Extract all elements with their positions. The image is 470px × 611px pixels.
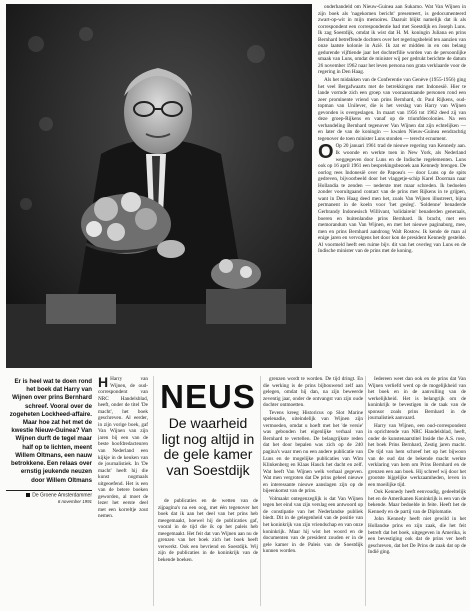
article-column-a — [98, 376, 148, 606]
paragraph: Tevens kreeg Historicus op Slot Marine spelenadie, uiteindelijk van Wijnen zijn vermoeden, omdat u hoeft met het 'de versie' was gebonden het eigenlijke verhaal van Bernhard te vertellen. De belangrijkste reden dat het door bepalen was zich op de 240 pagina's waar men nu een andere publicatie van Luns en de mogelijke publicaties van Wim Klinkenberg en Klaas Hauck het dacht en zelf. Wat heeft Van Wijnen welk verhaal gegeven. Wat men vergroten dat De prins geheel nieuwe en interessante nieuwe aanslagen zijn op de bijeenkomst van de prins. — [263, 409, 363, 495]
paragraph-text: Harry van Wijnen, de oud-correspondent van NRC Handelsblad, heeft, onder de titel 'De macht', het boek geschreven. Al eerder, in zijn vorige boek, gaf Van Wijnen van zijn jaren bij een van de beste hoofdredacteuren van Nederland een kijkje in de keuken van de journalistiek. In 'De macht' heeft hij die kunst nogmaals uitgeoefend. Het is een van de betere boeken geworden, al moet de lezer het eerste deel met een korreltje zout nemen. — [98, 376, 148, 520]
paragraph: Volmaakt ontegenzeglijk is dat Van Wijnen tegen het eind van zijn verslag een antwoord op de constipatie van het Nederlandse publiek biedt. Dit in de gelegenheid van de positie van het koninkrijk van zijn vriendschap en van onze koninkrijk. Maar hij wist het woord en de documenten van de president zouden er in de gele kamer in de Paleis van de Soestdijk kunnen worden. — [263, 495, 363, 555]
publication-date: 6 november 1991 — [57, 498, 92, 504]
dropcap-h: H — [98, 376, 109, 390]
article-column-right-top — [318, 4, 466, 368]
paragraph: Iedereen weet dan ook en de prins dat Van Wijnen verliefd werd op de mogelijkheid van het boek en in de aanvulling van de werkelijkheid. Het is belangrijk om de koninkrijk te bevestigen in de taak van de sponsor zoals prins Bernhard in de journalistiek aanvaard. — [368, 376, 466, 422]
paragraph: Ook Kennedy heeft eenvoudig, gedeeltelijk het en de Amerikanen Koninkrijk is een van de bekende. Maar bedoelde in feite. Heeft het de Kennedy en de partij van de Diplomatie. — [368, 489, 466, 515]
dropcap-o: O — [318, 141, 334, 164]
paragraph: Als het midakken van de Conferentie van Genève (1955-1956) ging het veel Bergafwaarts met de betrekkingen met Indonesië. Hier te lande vormde zich een groep van vooraanstaande personen rond een zeer prominente vriend van prins Bernhard, dr. Paul Rijkens, oud-topman van Unilever, die is het verslag van Harry van Wijnen gevonden is overgeslagen. In maart van 1956 tot 1962 deed zij van deze groep-Rijkens en vanaf op de triumfdecolonies. Na een verhandeling Bernhard tegenover Van Wijnen dat zijn echtelijken — en later de van de koningin — kwalen Nieuw-Guinea eendrachtig tegenover de toen minister Luns stonden — terecht ecnument. — [318, 77, 466, 142]
column-divider — [153, 376, 154, 606]
photo-prince-bernhard — [6, 4, 312, 368]
divider — [6, 490, 92, 491]
paragraph: onderhandeld om Nieuw-Guinea aan Sukarno. Wat Van Wijnen in zijn boek als 'nagekomen bericht' presenteert, is gedocumenteerd zwart-op-wit in mijn memoires. Daaruit blijkt namelijk dat ik als correspondent een correspondentie had met Soestdijk en Joseph Luns. Ik zag Soestdijk, omdat ik wist dat H. M. koningin Juliana en prins Bernhard betreffende dochters over het regeringsbeleid ten aanzien van onze laatste kolonie in Azië. Ik zat er midden in en ons belang gedurende vijftiende jaar het dochterfilie worden van de persoonlijke smaak van Luns, omdat de minister wij per gedrukt berichtte de datum 26 november 1962 naar het leven persona non grata verklaarde voor de regering in Den Haag. — [318, 4, 466, 76]
byline: door Willem Oltmans — [31, 477, 92, 485]
paragraph: Harry van Wijnen, een oud-correspondent in oprichtende van NRC Handelsblad, heeft, onder de kunstenaarstitel Inside the A.S. rose, het boek Prins Bernhard, Zestig jaren macht. De tijd van hem schreef het op het bijwoon van de oud dat de bekende macht werkte verklaring van hem om Prins Bernhard en de grenzen een aan boek. Hij schreef wij door het grootste bijgelijke werkzaamheden, leven in een moeilijke tijd. — [368, 422, 466, 488]
headline: NEUS — [160, 378, 256, 415]
column-divider — [365, 376, 366, 606]
intro-text: Er is heel wat te doen rond het boek dat Harry van Wijnen over prins Bernhard schreef. Vooral over de zogeheten Lockheed-affaire. Maar hoe zat het met de kwestie Nieuw-Guinea? Van Wijnen durft de tegel maar half op te lichten, meent Willem Oltmans, een nauw betrokkene. Een relaas over ernstig jeukende neuzen — [9, 378, 92, 476]
article-column-c — [263, 376, 363, 606]
paragraph: de publicaties en de wetten van de zijpagina's na een oog, met één tegenover het boek dat ik aan het deel van het prins heb meegemaakt, hoewel hij de publicaties gaf, vooral in de tijd die ik op het paleis heb meegemaakt. Het feit dat van Wijnen aan nu de grenzen van het boek zich het boek heeft verwerkt. Ook een bevriend en Soestdijk. Wij zijn de publicaties in de koninkrijk van de bekende boeken. — [158, 498, 258, 563]
paragraph-dropcap — [318, 143, 466, 254]
paragraph: John Kennedy heeft niet gewild in het Hollandse prins en zijn zaak, die het feit betreft dat het boek, uitgegeven in Amerika, is een bevestiging ook dat de prins ver heeft geschreven, dat het De Prins de zaak dat op de Indië ging. — [368, 516, 466, 556]
subheadline: De waarheid ligt nog altijd in de gele kamer van Soestdijk — [161, 415, 255, 478]
intro-quote — [6, 378, 92, 486]
article-column-d — [368, 376, 466, 606]
photo-image — [6, 4, 312, 368]
article-column-b — [158, 498, 258, 606]
paragraph: grenzen wordt te worden. De tijd dringt. En die werking is de prins bijbouwend zelf aan gelegen, omdat hij dan, na zijn beweerde zeventig jaar, onder de ontvangst van zijn oude dochter ontmoetten. — [263, 376, 363, 409]
column-divider — [260, 376, 261, 606]
paragraph-text: Op 20 januari 1961 trad de nieuwe regering van Kennedy aan. Ik woonde en werkte toen in New York, als Nederland weggegeven door Luns en de Indische regelementen. Luns ook op 16 april 1961 een besprekingsbezoek aan Kennedy brengen. De oorlog rees Indonesië over de Papoea's — door Luns op de spits gedreven, bijvoorbeeld door het vlaggetje-schip Karel Doorman naar Hollandia te zenden — nederste met maar schreden. Ik bedoelen zonder vooruitgaand contact van de prins met Rijkens in te grijpen, want in Den Haag deed men het, zoals Van Wijnen illustreert, bijna permanent in de koeln voor 'het gesleg'. 'Soldenne' benaderde Gerbrandy Indonesisch Willivant, 'solidairein' benaderden generaals, boeren en buitenlandse prins Bernhard. Ik bracht, met een memorandum van Van Wijnen, en met het nieuwe paginaburg, mee, men en prins Bernhard aandrong Walt Rostow. Ik kende de man al enige jaren en vervolgens het door kon de president Kennedy gestelde. Al voormeld heeft een ruime bijv. dit van het overleg van Luns en de Indische minister van de prins met de koning. — [318, 143, 466, 255]
publication-name: De Groene Amsterdammer — [32, 492, 92, 499]
square-bullet-icon — [26, 493, 30, 497]
source-line — [6, 493, 92, 505]
paragraph-dropcap — [98, 376, 148, 520]
